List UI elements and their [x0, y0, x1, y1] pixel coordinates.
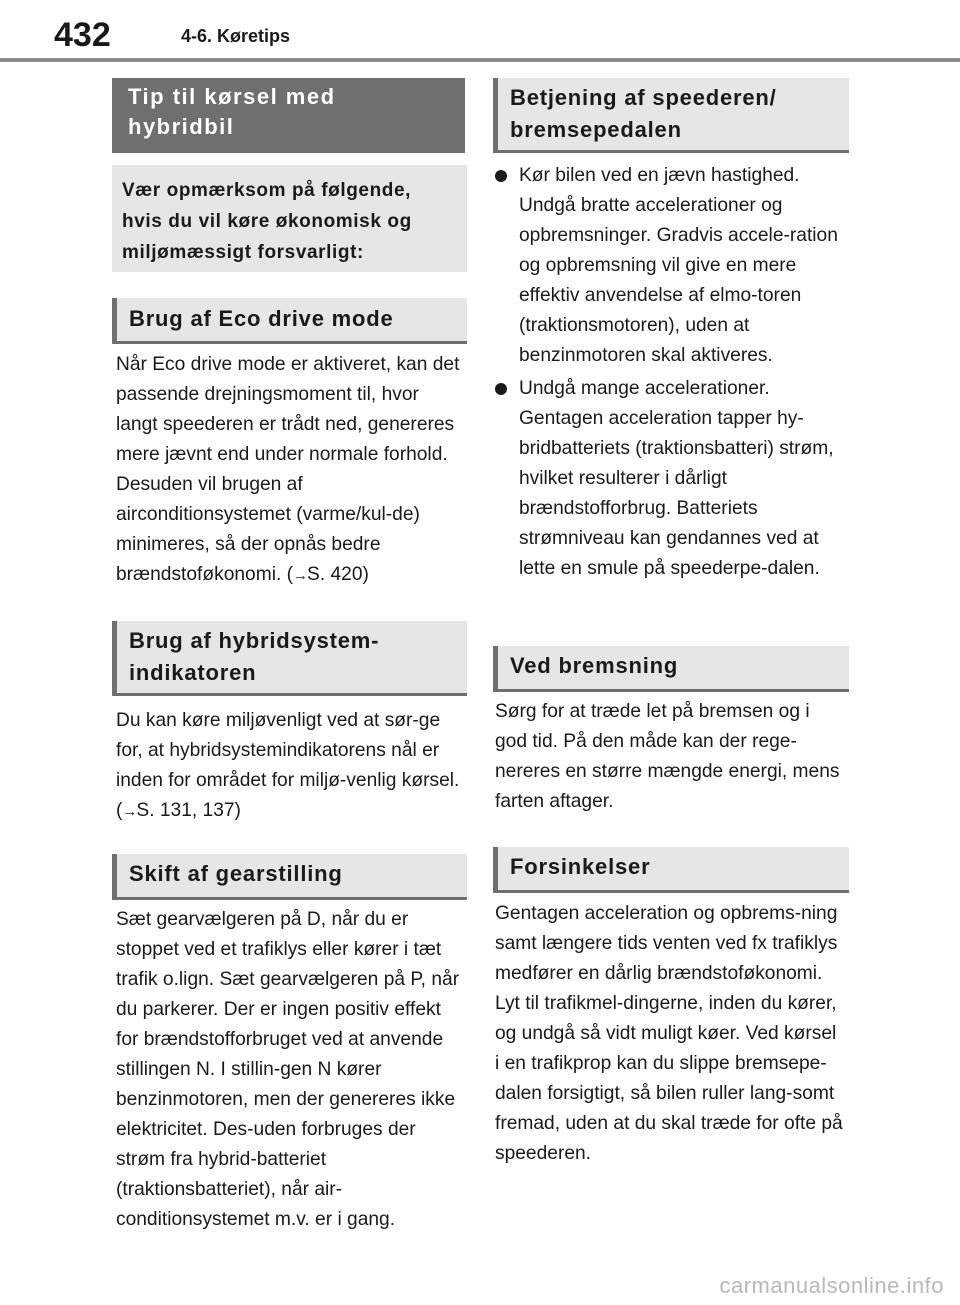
hybrid-indicator-text: Du kan køre miljøvenligt ved at sør-ge for, at hybridsystemindikatorens nål er inden for området for miljø-venlig kørsel. ( — [116, 710, 460, 821]
bullet-text-steady-speed: Kør bilen ved en jævn hastighed. Undgå bratte accelerationer og opbremsninger. Gradvis accele-ration og opbremsning vil give en mere effektiv anvendelse af elmo-toren (traktionsmotoren), uden at benzinmotoren skal aktiveres. — [519, 165, 838, 366]
section-label: 4-6. Køretips — [181, 26, 291, 46]
eco-drive-paragraph — [116, 350, 464, 591]
eco-drive-text: Når Eco drive mode er aktiveret, kan det passende drejningsmoment til, hvor langt speederen er trådt ned, genereres mere jævnt end under normale forhold. Desuden vil brugen af airconditionsystemet (varme/kul-de) minimeres, så der opnås bedre brændstoføkonomi. ( — [116, 354, 460, 585]
hybrid-indicator-paragraph — [116, 706, 464, 827]
heading-pedal-operation: Betjening af speederen/ bremsepedalen — [493, 78, 849, 153]
gear-shift-paragraph: Sæt gearvælgeren på D, når du er stoppet ved et trafiklys eller kører i tæt trafik o.lign. Sæt gearvælgeren på P, når du parkerer. Der er ingen positiv effekt for brændstofforbruget ved at anvende stillingen N. I stillin-gen N kører benzinmotoren, men der genereres ikke elektricitet. Des-uden forbruges der strøm fra hybrid-batteriet (traktionsbatteriet), når air-conditionsystemet m.v. er i gang. — [116, 909, 460, 1230]
page-number: 432 — [54, 16, 111, 54]
topic-banner: Tip til kørsel med hybridbil — [112, 78, 465, 153]
braking-paragraph: Sørg for at træde let på bremsen og i god tid. På den måde kan der rege-nereres en større mængde energi, mens farten aftager. — [495, 701, 840, 812]
bullet-item-avoid-acceleration — [493, 374, 849, 584]
bullet-dot-icon — [495, 383, 507, 395]
bullet-item-steady-speed — [493, 161, 849, 371]
intro-note: Vær opmærksom på følgende, hvis du vil køre økonomisk og miljømæssigt forsvarligt: — [112, 165, 467, 272]
hybrid-indicator-page-ref[interactable]: S. 131, 137) — [136, 800, 241, 821]
heading-eco-drive-mode: Brug af Eco drive mode — [112, 298, 467, 344]
reference-arrow-icon: → — [293, 567, 308, 584]
heading-delays: Forsinkelser — [493, 847, 849, 893]
site-watermark: carmanualsonline.info — [719, 1273, 944, 1298]
heading-gear-shift: Skift af gearstilling — [112, 854, 467, 900]
header-divider — [0, 58, 960, 62]
delays-paragraph: Gentagen acceleration og opbrems-ning samt længere tids venten ved fx trafiklys medfører en dårlig brændstoføkonomi. Lyt til trafikmel-dingerne, inden du kører, og undgå så vidt muligt køer. Ved kørsel i en trafikprop kan du slippe bremsepe-dalen forsigtigt, så bilen ruller lang-somt fremad, uden at du skal træde for ofte på speederen. — [495, 903, 843, 1164]
reference-arrow-icon: → — [122, 803, 137, 820]
bullet-text-avoid-acceleration: Undgå mange accelerationer. Gentagen acceleration tapper hy-bridbatteriets (traktionsbatteri) strøm, hvilket resulterer i dårligt brændstofforbrug. Batteriets strømniveau kan gendannes ved at lette en smule på speederpe-dalen. — [519, 378, 834, 579]
eco-drive-page-ref[interactable]: S. 420) — [307, 564, 369, 585]
heading-hybrid-indicator: Brug af hybridsystem-indikatoren — [112, 621, 467, 696]
heading-braking: Ved bremsning — [493, 646, 849, 692]
bullet-dot-icon — [495, 170, 507, 182]
